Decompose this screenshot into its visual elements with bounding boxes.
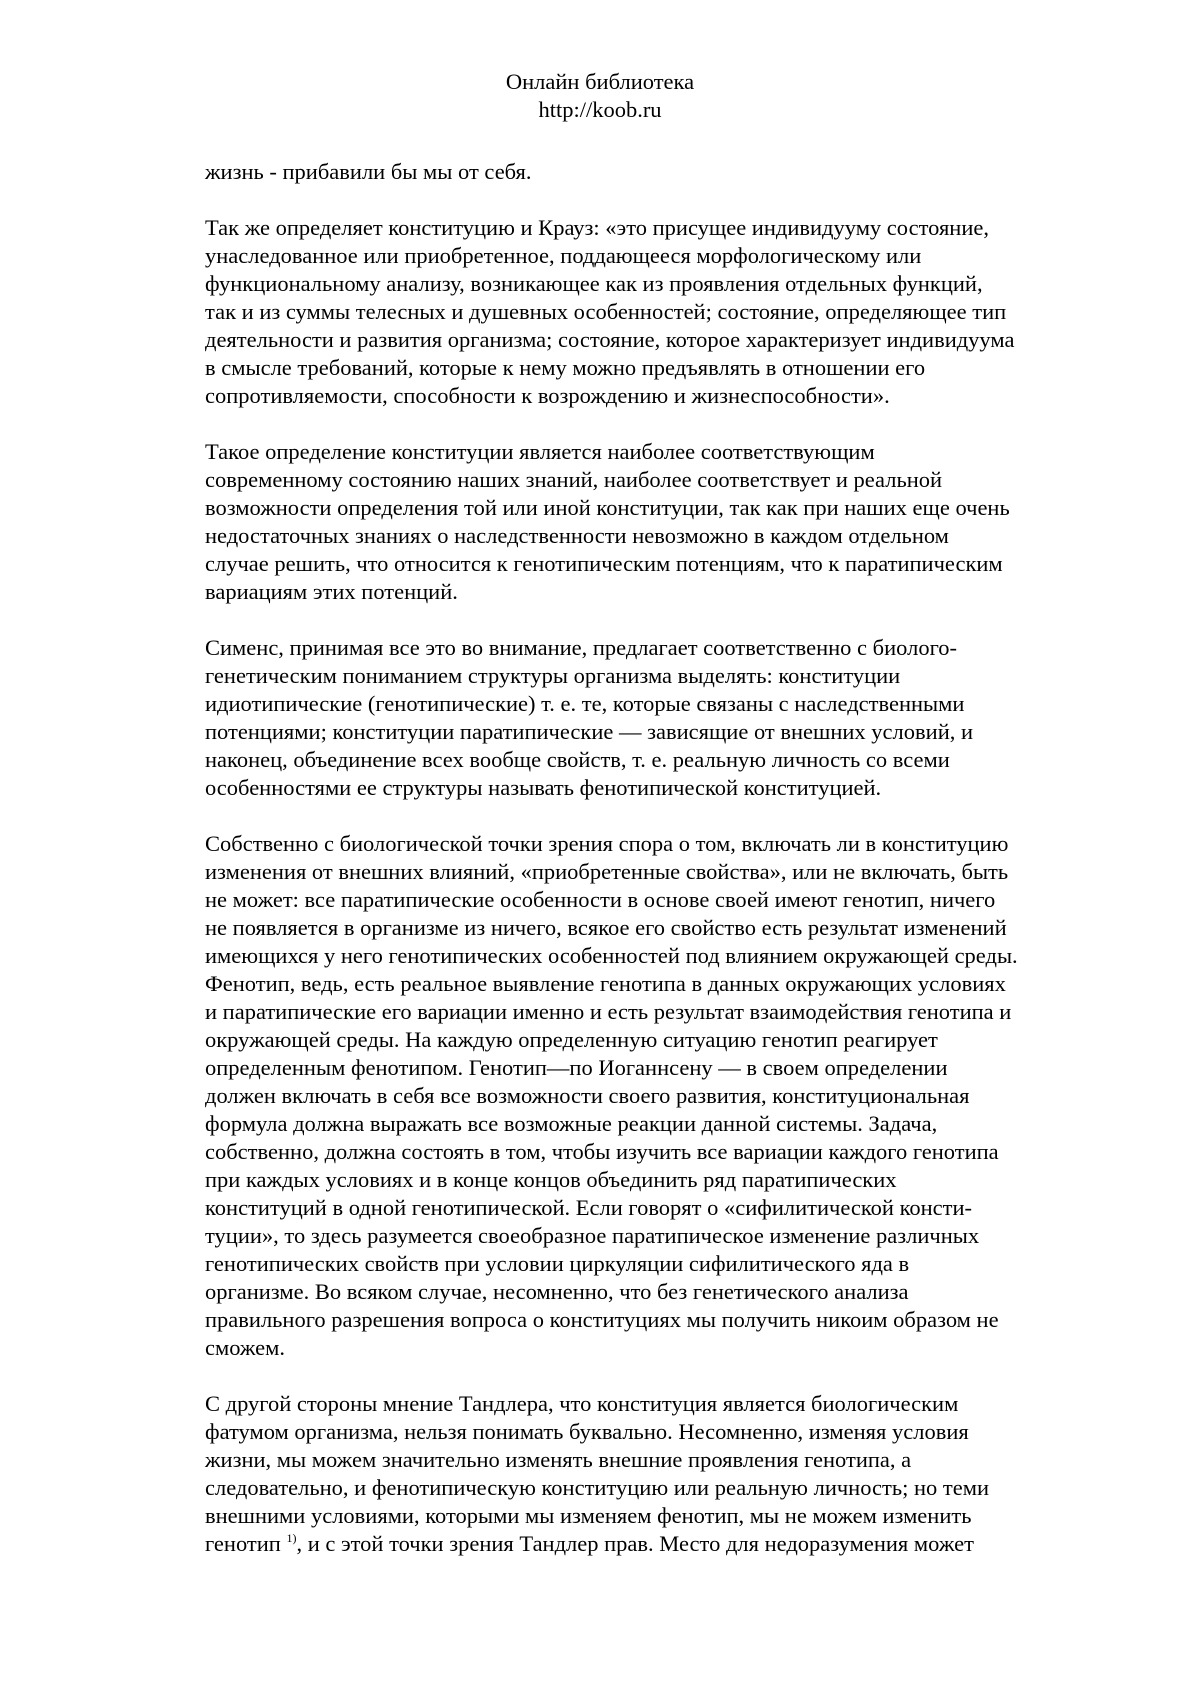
text-line: Собственно с биологической точки зрения спора о том, включать ли в конституцию: [205, 831, 1009, 856]
text-line: недостаточных знаниях о наследственности невозможно в каждом отдельном: [205, 523, 949, 548]
text-line: изменения от внешних влияний, «приобретенные свойства», или не включать, быть: [205, 859, 1009, 884]
text-line: функциональному анализу, возникающее как из проявления отдельных функций,: [205, 271, 983, 296]
text-line: формула должна выражать все возможные реакции данной системы. Задача,: [205, 1111, 938, 1136]
text-line: определенным фенотипом. Генотип—по Иоганнсену — в своем определении: [205, 1055, 948, 1080]
library-title: Онлайн библиотека: [505, 69, 695, 94]
text-line: Такое определение конституции является наиболее соответствующим: [205, 439, 875, 464]
paragraph-gap: [205, 410, 1105, 438]
text-line: правильного разрешения вопроса о конституциях мы получить никоим образом не: [205, 1307, 999, 1332]
text-line: деятельности и развития организма; состояние, которое характеризует индивидуума: [205, 327, 1015, 352]
text-line: так и из суммы телесных и душевных особенностей; состояние, определяющее тип: [205, 299, 1007, 324]
text-line: генетическим пониманием структуры организма выделять: конституции: [205, 663, 901, 688]
paragraph-gap: [205, 1362, 1105, 1390]
text-line: С другой стороны мнение Тандлера, что конституция является биологическим: [205, 1391, 959, 1416]
text-line: случае решить, что относится к генотипическим потенциям, что к паратипическим: [205, 551, 1003, 576]
text-line: конституций в одной генотипической. Если говорят о «сифилитической консти-: [205, 1195, 972, 1220]
text-line: идиотипические (генотипические) т. е. те, которые связаны с наследственными: [205, 691, 965, 716]
paragraph: [205, 438, 1105, 606]
text-line: не может: все паратипические особенности в основе своей имеют генотип, ничего: [205, 887, 996, 912]
library-url: http://koob.ru: [538, 97, 662, 122]
text-line: возможности определения той или иной конституции, так как при наших еще очень: [205, 495, 1010, 520]
paragraph: [205, 634, 1105, 802]
text-line: особенностями ее структуры называть фенотипической конституцией.: [205, 775, 882, 800]
text-line: сопротивляемости, способности к возрождению и жизнеспособности».: [205, 383, 890, 408]
text-line: не появляется в организме из ничего, всякое его свойство есть результат изменений: [205, 915, 1007, 940]
footnote-reference[interactable]: 1): [286, 1531, 297, 1545]
page-header: [0, 68, 1200, 124]
text-line: вариациям этих потенций.: [205, 579, 458, 604]
text-line: жизни, мы можем значительно изменять внешние проявления генотипа, а: [205, 1447, 912, 1472]
text-line: сможем.: [205, 1335, 286, 1360]
text-line: генотипических свойств при условии циркуляции сифилитического яда в: [205, 1251, 910, 1276]
paragraph-gap: [205, 606, 1105, 634]
text-line: Фенотип, ведь, есть реальное выявление генотипа в данных окружающих условиях: [205, 971, 1006, 996]
text-line: Так же определяет конституцию и Крауз: «это присущее индивидууму состояние,: [205, 215, 989, 240]
text-line: должен включать в себя все возможности своего развития, конституциональная: [205, 1083, 970, 1108]
paragraph: [205, 1390, 1105, 1558]
text-line: внешними условиями, которыми мы изменяем фенотип, мы не можем изменить: [205, 1503, 972, 1528]
text-line: организме. Во всяком случае, несомненно, что без генетического анализа: [205, 1279, 909, 1304]
text-line: в смысле требований, которые к нему можно предъявлять в отношении его: [205, 355, 926, 380]
paragraph: [205, 158, 1105, 186]
text-line: фатумом организма, нельзя понимать буквально. Несомненно, изменяя условия: [205, 1419, 969, 1444]
text-line: современному состоянию наших знаний, наиболее соответствует и реальной: [205, 467, 943, 492]
paragraph: [205, 830, 1105, 1362]
text-fragment: , и с этой точки зрения Тандлер прав. Место для недоразумения может: [296, 1531, 974, 1556]
text-fragment: генотип: [205, 1531, 287, 1556]
text-line: собственно, должна состоять в том, чтобы изучить все вариации каждого генотипа: [205, 1139, 999, 1164]
paragraph-gap: [205, 802, 1105, 830]
text-line: и паратипические его вариации именно и есть результат взаимодействия генотипа и: [205, 999, 1012, 1024]
text-line: потенциями; конституции паратипические — зависящие от внешних условий, и: [205, 719, 974, 744]
paragraph: [205, 214, 1105, 410]
text-line: унаследованное или приобретенное, поддающееся морфологическому или: [205, 243, 922, 268]
text-line: следовательно, и фенотипическую конституцию или реальную личность; но теми: [205, 1475, 990, 1500]
text-line: при каждых условиях и в конце концов объединить ряд паратипических: [205, 1167, 897, 1192]
text-line: туции», то здесь разумеется своеобразное паратипическое изменение различных: [205, 1223, 980, 1248]
paragraph-gap: [205, 186, 1105, 214]
text-line: [205, 1530, 1105, 1558]
text-line: имеющихся у него генотипических особенностей под влиянием окружающей среды.: [205, 943, 1018, 968]
text-line: жизнь - прибавили бы мы от себя.: [205, 159, 532, 184]
text-line: Сименс, принимая все это во внимание, предлагает соответственно с биолого-: [205, 635, 957, 660]
text-line: окружающей среды. На каждую определенную ситуацию генотип реагирует: [205, 1027, 938, 1052]
document-body: [205, 158, 1105, 1558]
text-line: наконец, объединение всех вообще свойств, т. е. реальную личность со всеми: [205, 747, 950, 772]
